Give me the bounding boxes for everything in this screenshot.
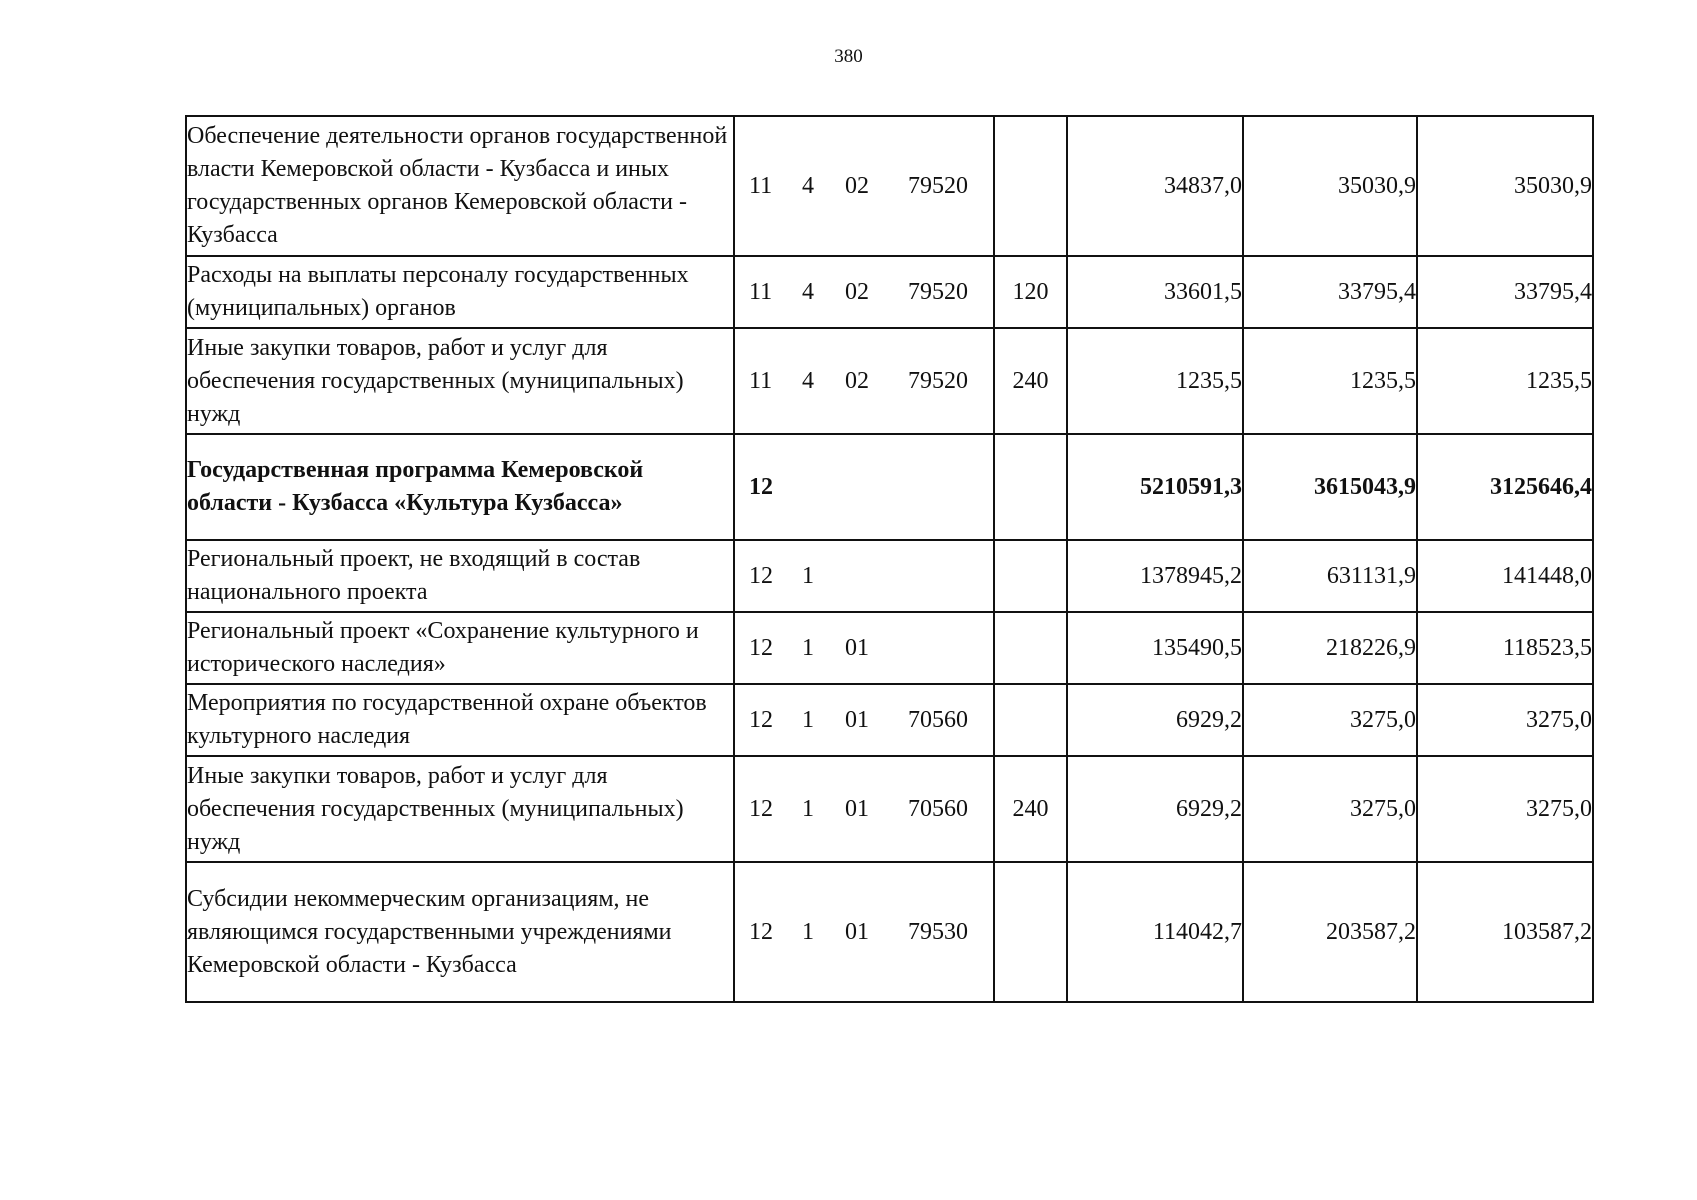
- direction-code: 79520: [908, 172, 968, 199]
- amount-cell-year-2: 631131,9: [1243, 540, 1417, 612]
- amount-cell-year-2: 1235,5: [1243, 328, 1417, 434]
- amount-cell-year-3: 1235,5: [1417, 328, 1593, 434]
- expense-name-cell: Иные закупки товаров, работ и услуг для обеспечения государственных (муниципальных) нужд: [186, 756, 734, 862]
- amount-cell-year-3: 3275,0: [1417, 684, 1593, 756]
- table-row: [186, 328, 1593, 434]
- amount-cell-year-1: 5210591,3: [1067, 434, 1243, 540]
- table-row: [186, 434, 1593, 540]
- main-event-code: 02: [845, 278, 869, 305]
- expense-name-cell: Мероприятия по государственной охране объектов культурного наследия: [186, 684, 734, 756]
- amount-cell-year-1: 34837,0: [1067, 116, 1243, 256]
- amount-cell-year-1: 6929,2: [1067, 684, 1243, 756]
- expense-name-cell: Региональный проект «Сохранение культурного и исторического наследия»: [186, 612, 734, 684]
- amount-cell-year-3: 3125646,4: [1417, 434, 1593, 540]
- amount-cell-year-2: 203587,2: [1243, 862, 1417, 1002]
- expense-type-cell: 240: [994, 328, 1067, 434]
- expense-name-cell: Расходы на выплаты персоналу государственных (муниципальных) органов: [186, 256, 734, 328]
- target-article-cell: [734, 434, 994, 540]
- expense-type-cell: 120: [994, 256, 1067, 328]
- expense-type-cell: [994, 540, 1067, 612]
- subprogram-code: 4: [802, 278, 814, 305]
- target-article-cell: [734, 862, 994, 1002]
- amount-cell-year-3: 3275,0: [1417, 756, 1593, 862]
- table-row: [186, 612, 1593, 684]
- subprogram-code: 4: [802, 367, 814, 394]
- table-row: [186, 540, 1593, 612]
- amount-cell-year-3: 35030,9: [1417, 116, 1593, 256]
- amount-cell-year-1: 1235,5: [1067, 328, 1243, 434]
- main-event-code: 01: [845, 706, 869, 733]
- target-article-cell: [734, 540, 994, 612]
- amount-cell-year-1: 33601,5: [1067, 256, 1243, 328]
- expense-name-cell: Иные закупки товаров, работ и услуг для обеспечения государственных (муниципальных) нужд: [186, 328, 734, 434]
- direction-code: 70560: [908, 706, 968, 733]
- program-code: 12: [749, 634, 773, 661]
- table-row: [186, 256, 1593, 328]
- expense-name-cell: Субсидии некоммерческим организациям, не являющимся государственными учреждениями Кемеровской области - Кузбасса: [186, 862, 734, 1002]
- direction-code: 79530: [908, 918, 968, 945]
- program-code: 11: [749, 172, 773, 199]
- budget-table: [185, 115, 1594, 1003]
- direction-code: 79520: [908, 367, 968, 394]
- amount-cell-year-1: 114042,7: [1067, 862, 1243, 1002]
- expense-type-cell: [994, 684, 1067, 756]
- expense-type-cell: 240: [994, 756, 1067, 862]
- program-code: 12: [749, 562, 773, 589]
- expense-name-cell: Государственная программа Кемеровской области - Кузбасса «Культура Кузбасса»: [186, 434, 734, 540]
- table-row: [186, 116, 1593, 256]
- expense-type-cell: [994, 612, 1067, 684]
- expense-type-cell: [994, 434, 1067, 540]
- subprogram-code: 1: [802, 706, 814, 733]
- amount-cell-year-2: 3275,0: [1243, 756, 1417, 862]
- amount-cell-year-2: 33795,4: [1243, 256, 1417, 328]
- table-row: [186, 756, 1593, 862]
- subprogram-code: 1: [802, 918, 814, 945]
- subprogram-code: 1: [802, 562, 814, 589]
- target-article-cell: [734, 256, 994, 328]
- subprogram-code: 1: [802, 795, 814, 822]
- main-event-code: 01: [845, 918, 869, 945]
- direction-code: 70560: [908, 795, 968, 822]
- target-article-cell: [734, 684, 994, 756]
- target-article-cell: [734, 756, 994, 862]
- amount-cell-year-1: 6929,2: [1067, 756, 1243, 862]
- amount-cell-year-1: 1378945,2: [1067, 540, 1243, 612]
- main-event-code: 01: [845, 795, 869, 822]
- amount-cell-year-2: 218226,9: [1243, 612, 1417, 684]
- amount-cell-year-3: 33795,4: [1417, 256, 1593, 328]
- expense-type-cell: [994, 116, 1067, 256]
- amount-cell-year-2: 3615043,9: [1243, 434, 1417, 540]
- target-article-cell: [734, 328, 994, 434]
- target-article-cell: [734, 612, 994, 684]
- page-number: 380: [834, 46, 863, 67]
- amount-cell-year-2: 35030,9: [1243, 116, 1417, 256]
- main-event-code: 02: [845, 172, 869, 199]
- program-code: 12: [749, 918, 773, 945]
- main-event-code: 01: [845, 634, 869, 661]
- program-code: 12: [749, 706, 773, 733]
- expense-name-cell: Обеспечение деятельности органов государственной власти Кемеровской области - Кузбасса и иных государственных органов Кемеровской области - Кузбасса: [186, 116, 734, 256]
- target-article-cell: [734, 116, 994, 256]
- program-code: 12: [749, 473, 773, 500]
- main-event-code: 02: [845, 367, 869, 394]
- program-code: 11: [749, 278, 773, 305]
- amount-cell-year-3: 141448,0: [1417, 540, 1593, 612]
- subprogram-code: 4: [802, 172, 814, 199]
- table-row: [186, 684, 1593, 756]
- amount-cell-year-3: 103587,2: [1417, 862, 1593, 1002]
- expense-type-cell: [994, 862, 1067, 1002]
- amount-cell-year-3: 118523,5: [1417, 612, 1593, 684]
- amount-cell-year-1: 135490,5: [1067, 612, 1243, 684]
- table-row: [186, 862, 1593, 1002]
- budget-table-body: [186, 116, 1593, 1002]
- program-code: 12: [749, 795, 773, 822]
- amount-cell-year-2: 3275,0: [1243, 684, 1417, 756]
- subprogram-code: 1: [802, 634, 814, 661]
- expense-name-cell: Региональный проект, не входящий в состав национального проекта: [186, 540, 734, 612]
- program-code: 11: [749, 367, 773, 394]
- direction-code: 79520: [908, 278, 968, 305]
